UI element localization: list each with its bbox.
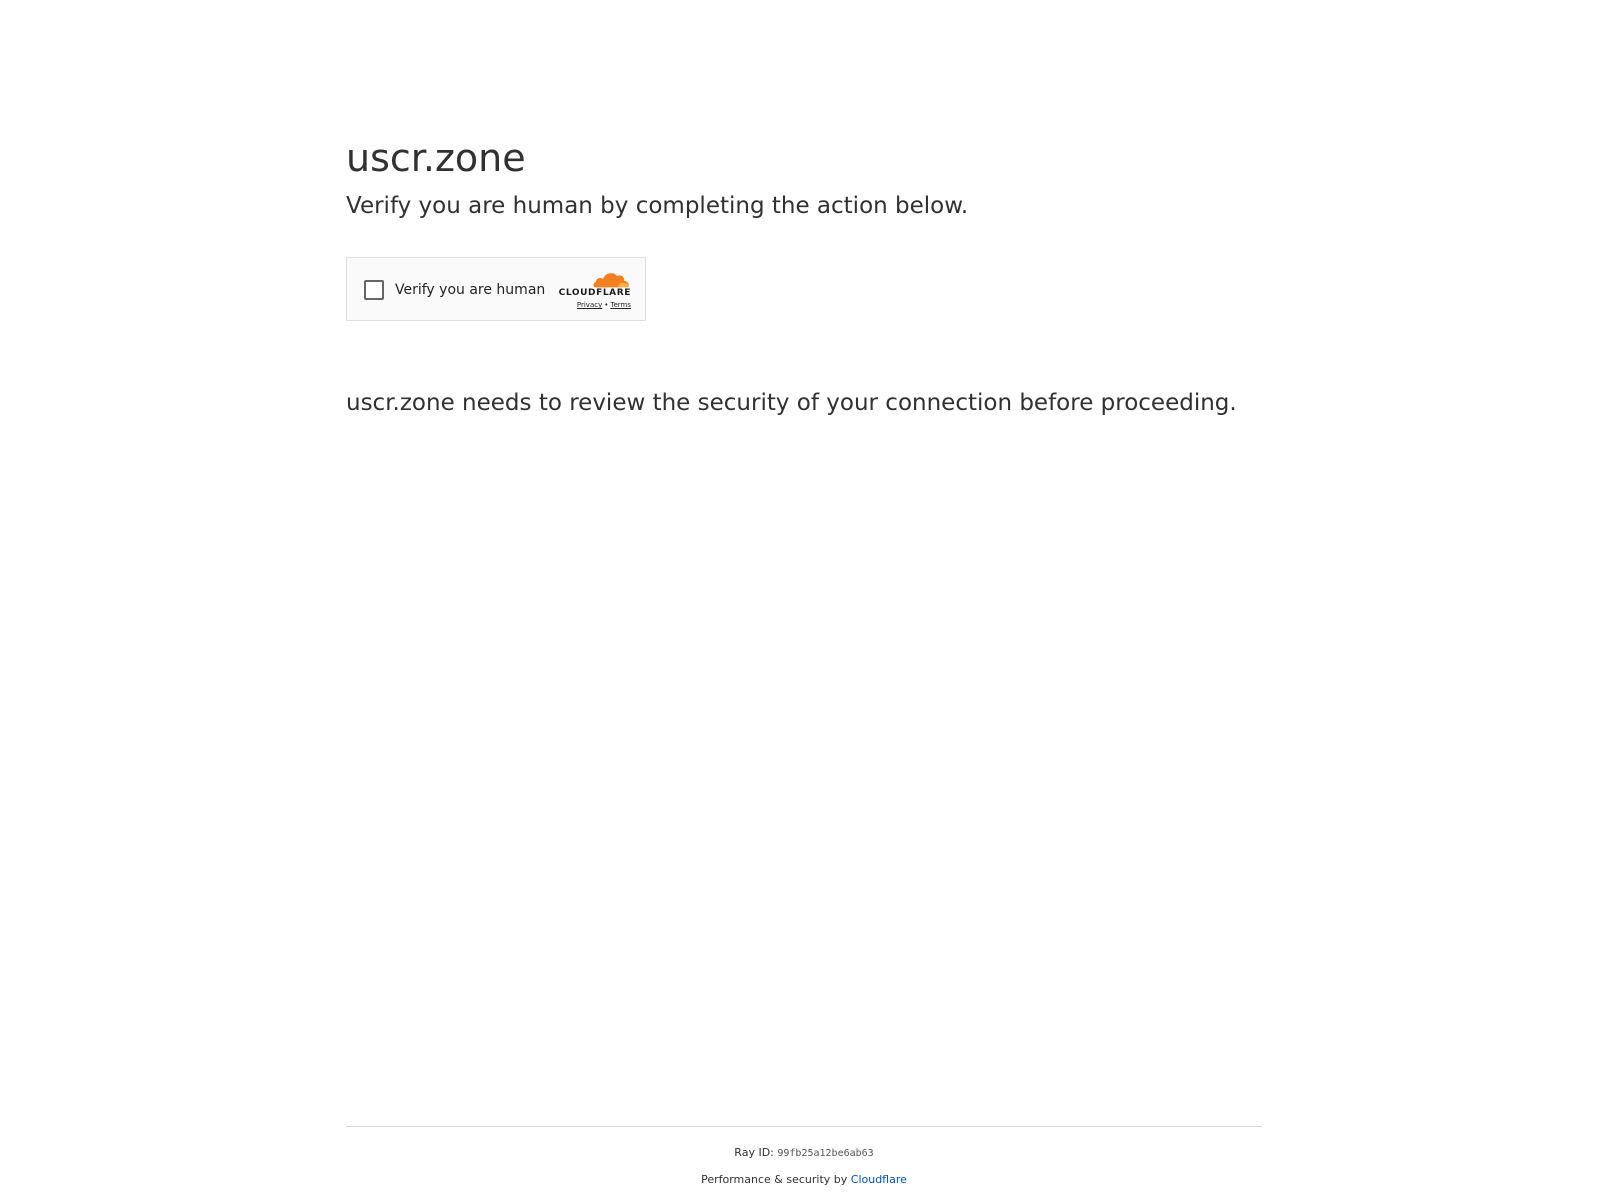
ray-id-value: 99fb25a12be6ab63 [777,1148,874,1159]
security-notice: uscr.zone needs to review the security of your connection before proceeding. [346,390,1237,416]
turnstile-widget [346,257,646,321]
privacy-link[interactable]: Privacy [576,301,603,309]
footer [346,1126,1262,1188]
ray-id-line [346,1145,1262,1162]
performance-line [346,1172,1262,1188]
verify-checkbox[interactable] [364,280,384,300]
ray-id-label: Ray ID: [734,1146,774,1159]
cloudflare-wordmark: CLOUDFLARE [558,288,631,298]
performance-text: Performance & security by [701,1173,848,1186]
cloudflare-branding [541,268,631,314]
site-title: uscr.zone [346,136,526,180]
verify-checkbox-label[interactable]: Verify you are human [395,282,546,298]
page-subtitle: Verify you are human by completing the action below. [346,193,969,219]
link-separator: • [604,301,609,309]
cloudflare-cloud-icon [591,268,631,290]
cloudflare-link[interactable]: Cloudflare [850,1173,907,1186]
widget-links [577,301,631,309]
terms-link[interactable]: Terms [610,301,631,309]
